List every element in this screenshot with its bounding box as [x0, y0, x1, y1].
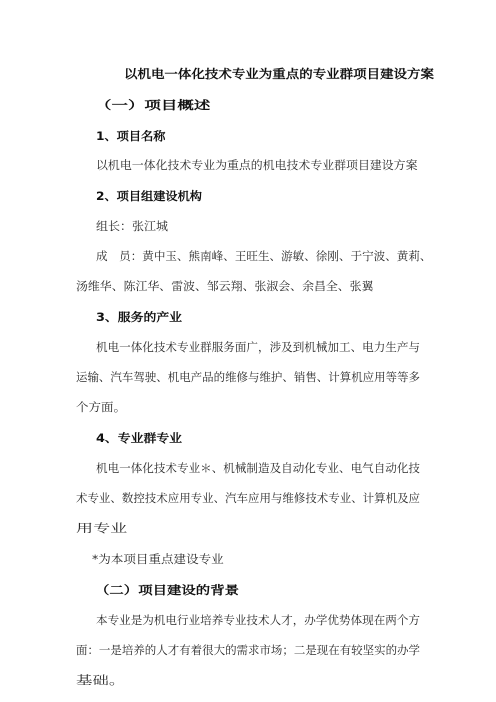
- paragraph-background-line-1: 本专业是为机电行业培养专业技术人才，办学优势体现在两个方: [96, 613, 420, 627]
- paragraph-members-line-1: 成 员：黄中玉、熊南峰、王旺生、游敏、徐刚、于宁波、黄莉、: [96, 249, 432, 263]
- paragraph-majors-line-2: 术专业、数控技术应用专业、汽车应用与维修技术专业、计算机及应: [76, 491, 420, 505]
- paragraph-majors-line-3: 用专业: [76, 521, 128, 535]
- paragraph-industry-line-3: 个方面。: [76, 400, 126, 414]
- section-heading-background: （二）项目建设的背景: [95, 583, 239, 597]
- paragraph-members-line-2: 汤维华、陈江华、雷波、邹云翔、张淑会、余昌全、张翼: [76, 279, 374, 293]
- section-heading-overview: （一）项目概述: [95, 98, 211, 112]
- paragraph-majors-line-1: 机电一体化技术专业＊、机械制造及自动化专业、电气自动化技: [96, 461, 420, 475]
- paragraph-background-line-2: 面：一是培养的人才有着很大的需求市场；二是现在有较坚实的办学: [76, 643, 420, 657]
- document-title: 以机电一体化技术专业为重点的专业群项目建设方案: [124, 67, 435, 81]
- paragraph-leader: 组长：张江城: [96, 219, 168, 233]
- paragraph-project-name: 以机电一体化技术专业为重点的机电技术专业群项目建设方案: [96, 158, 418, 172]
- heading-served-industry: 3、服务的产业: [96, 310, 183, 324]
- footnote-key-major: *为本项目重点建设专业: [92, 552, 224, 566]
- heading-project-name: 1、项目名称: [96, 129, 166, 143]
- heading-group-majors: 4、专业群专业: [96, 431, 183, 445]
- paragraph-industry-line-1: 机电一体化技术专业群服务面广，涉及到机械加工、电力生产与: [96, 340, 420, 354]
- paragraph-industry-line-2: 运输、汽车驾驶、机电产品的维修与维护、销售、计算机应用等等多: [76, 370, 420, 384]
- paragraph-background-line-3: 基础。: [76, 673, 126, 687]
- heading-organization: 2、项目组建设机构: [96, 189, 203, 203]
